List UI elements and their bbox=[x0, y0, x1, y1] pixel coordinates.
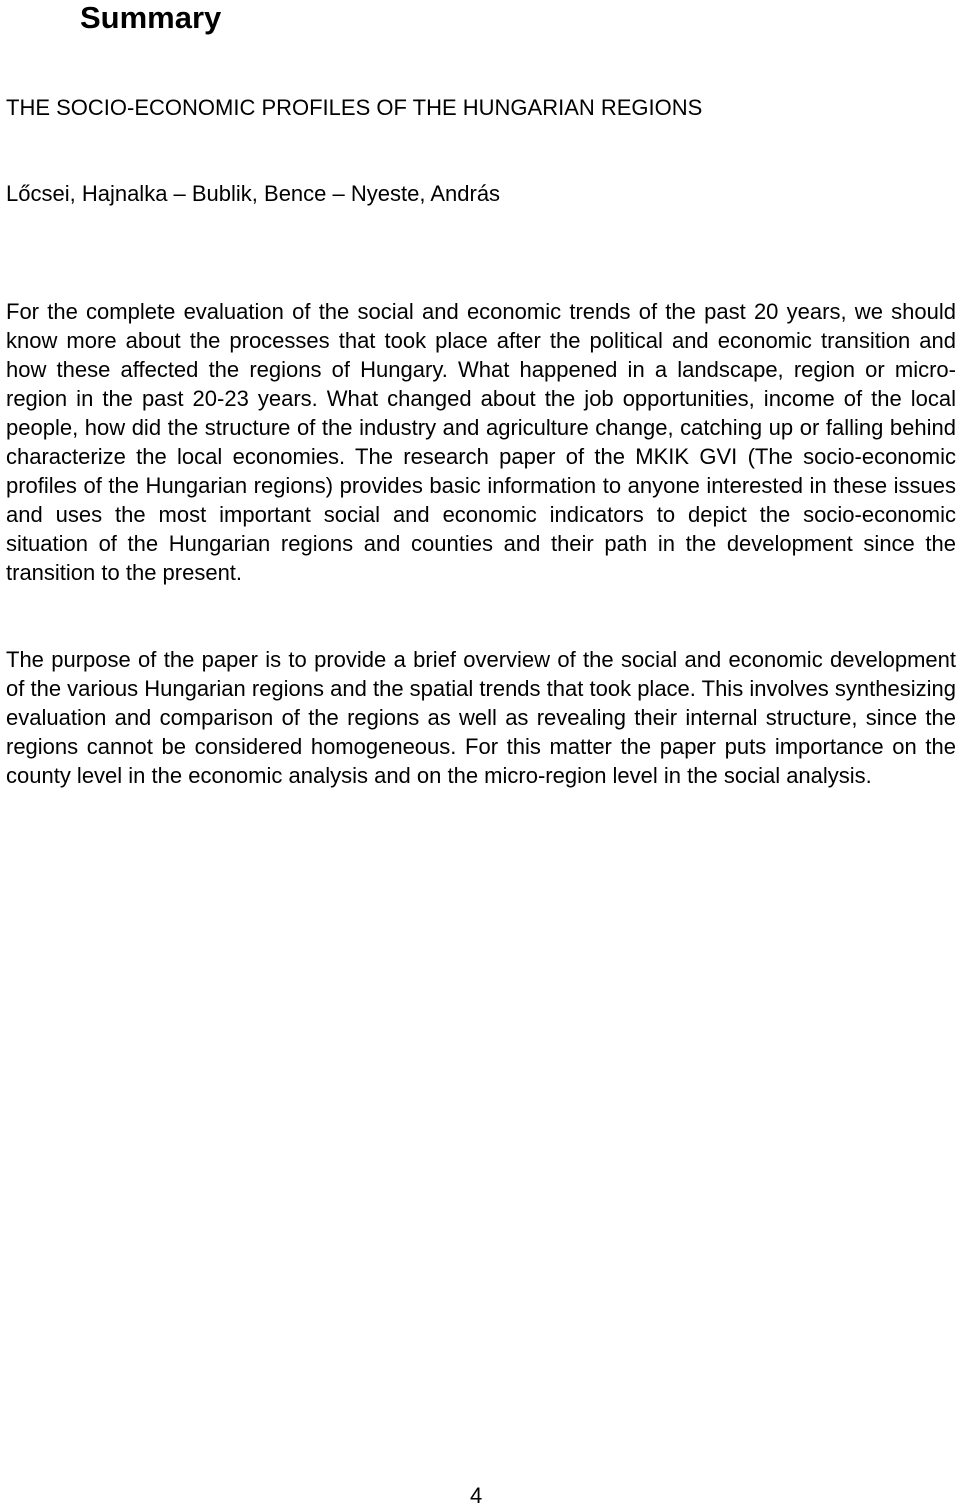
page-number: 4 bbox=[470, 1483, 483, 1508]
author-list: Lőcsei, Hajnalka – Bublik, Bence – Nyeste, András bbox=[6, 181, 501, 206]
document-subtitle: THE SOCIO-ECONOMIC PROFILES OF THE HUNGARIAN REGIONS bbox=[6, 95, 703, 120]
page-heading: Summary bbox=[80, 0, 222, 35]
body-paragraph: For the complete evaluation of the social and economic trends of the past 20 years, we should know more about the processes that took place after the political and economic transition and how these affected the regions of Hungary. What happened in a landscape, region or micro-region in the past 20-23 years. What changed about the job opportunities, income of the local people, how did the structure of the industry and agriculture change, catching up or falling behind characterize the local economies. The research paper of the MKIK GVI (The socio-economic profiles of the Hungarian regions) provides basic information to anyone interested in these issues and uses the most important social and economic indicators to depict the socio-economic situation of the Hungarian regions and counties and their path in the development since the transition to the present. bbox=[6, 299, 956, 585]
body-paragraph: The purpose of the paper is to provide a brief overview of the social and economic development of the various Hungarian regions and the spatial trends that took place. This involves synthesizing evaluation and comparison of the regions as well as revealing their internal structure, since the regions cannot be considered homogeneous. For this matter the paper puts importance on the county level in the economic analysis and on the micro-region level in the social analysis. bbox=[6, 647, 956, 788]
